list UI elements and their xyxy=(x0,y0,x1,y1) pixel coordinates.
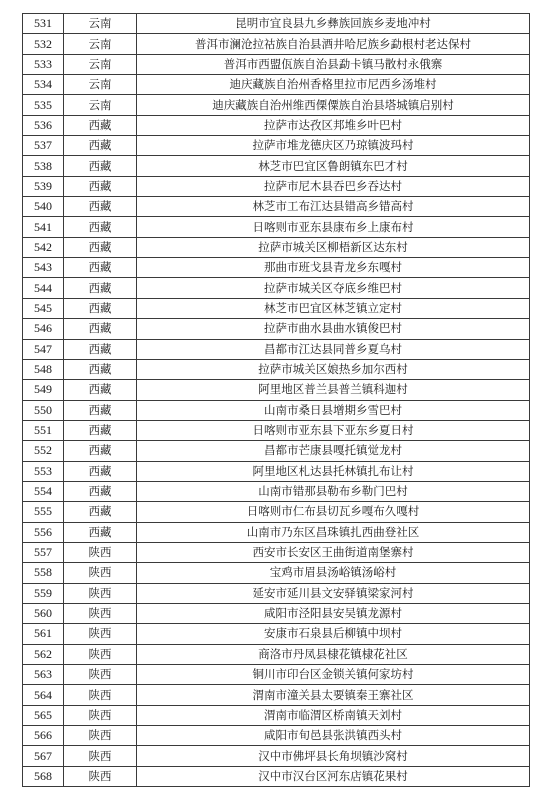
row-number-cell: 537 xyxy=(23,136,64,156)
province-cell: 陕西 xyxy=(64,563,137,583)
table-row xyxy=(23,217,530,237)
table-row xyxy=(23,298,530,318)
province-cell: 陕西 xyxy=(64,766,137,786)
row-number-cell: 533 xyxy=(23,54,64,74)
village-name-cell: 昌都市芒康县嘎托镇觉龙村 xyxy=(137,441,530,461)
province-cell: 陕西 xyxy=(64,603,137,623)
table-row xyxy=(23,95,530,115)
village-name-cell: 日喀则市亚东县下亚东乡夏日村 xyxy=(137,420,530,440)
row-number-cell: 546 xyxy=(23,319,64,339)
row-number-cell: 551 xyxy=(23,420,64,440)
province-cell: 陕西 xyxy=(64,726,137,746)
province-cell: 云南 xyxy=(64,34,137,54)
table-body xyxy=(23,14,530,787)
province-cell: 西藏 xyxy=(64,502,137,522)
village-name-cell: 日喀则市亚东县康布乡上康布村 xyxy=(137,217,530,237)
village-name-cell: 迪庆藏族自治州香格里拉市尼西乡汤堆村 xyxy=(137,75,530,95)
village-name-cell: 昌都市江达县同普乡夏乌村 xyxy=(137,339,530,359)
table-row xyxy=(23,14,530,34)
table-row xyxy=(23,359,530,379)
village-name-cell: 山南市乃东区昌珠镇扎西曲登社区 xyxy=(137,522,530,542)
province-cell: 西藏 xyxy=(64,156,137,176)
table-row xyxy=(23,441,530,461)
province-cell: 西藏 xyxy=(64,237,137,257)
row-number-cell: 562 xyxy=(23,644,64,664)
row-number-cell: 558 xyxy=(23,563,64,583)
row-number-cell: 553 xyxy=(23,461,64,481)
village-name-cell: 日喀则市仁布县切瓦乡嘎布久嘎村 xyxy=(137,502,530,522)
table-row xyxy=(23,746,530,766)
province-cell: 西藏 xyxy=(64,400,137,420)
table-row xyxy=(23,54,530,74)
village-name-cell: 拉萨市曲水县曲水镇俊巴村 xyxy=(137,319,530,339)
table-row xyxy=(23,339,530,359)
province-cell: 西藏 xyxy=(64,176,137,196)
province-cell: 陕西 xyxy=(64,685,137,705)
table-row xyxy=(23,685,530,705)
village-name-cell: 迪庆藏族自治州维西傈僳族自治县塔城镇启别村 xyxy=(137,95,530,115)
village-name-cell: 普洱市西盟佤族自治县勐卡镇马散村永俄寨 xyxy=(137,54,530,74)
province-cell: 西藏 xyxy=(64,481,137,501)
village-name-cell: 拉萨市城关区夺底乡维巴村 xyxy=(137,278,530,298)
row-number-cell: 538 xyxy=(23,156,64,176)
village-name-cell: 林芝市巴宜区林芝镇立定村 xyxy=(137,298,530,318)
table-row xyxy=(23,197,530,217)
province-cell: 西藏 xyxy=(64,217,137,237)
village-name-cell: 汉中市汉台区河东店镇花果村 xyxy=(137,766,530,786)
table-row xyxy=(23,542,530,562)
village-name-cell: 拉萨市城关区娘热乡加尔西村 xyxy=(137,359,530,379)
province-cell: 陕西 xyxy=(64,624,137,644)
table-row xyxy=(23,176,530,196)
village-name-cell: 咸阳市旬邑县张洪镇西头村 xyxy=(137,726,530,746)
table-row xyxy=(23,603,530,623)
row-number-cell: 544 xyxy=(23,278,64,298)
province-cell: 西藏 xyxy=(64,441,137,461)
province-cell: 陕西 xyxy=(64,644,137,664)
table-row xyxy=(23,481,530,501)
province-cell: 西藏 xyxy=(64,420,137,440)
province-cell: 云南 xyxy=(64,95,137,115)
province-cell: 西藏 xyxy=(64,278,137,298)
row-number-cell: 550 xyxy=(23,400,64,420)
village-name-cell: 普洱市澜沧拉祜族自治县酒井哈尼族乡勐根村老达保村 xyxy=(137,34,530,54)
row-number-cell: 567 xyxy=(23,746,64,766)
row-number-cell: 555 xyxy=(23,502,64,522)
village-name-cell: 渭南市临渭区桥南镇天刘村 xyxy=(137,705,530,725)
table-row xyxy=(23,156,530,176)
row-number-cell: 556 xyxy=(23,522,64,542)
row-number-cell: 549 xyxy=(23,380,64,400)
row-number-cell: 559 xyxy=(23,583,64,603)
province-cell: 陕西 xyxy=(64,665,137,685)
village-name-cell: 林芝市工布江达县错高乡错高村 xyxy=(137,197,530,217)
table-row xyxy=(23,75,530,95)
row-number-cell: 552 xyxy=(23,441,64,461)
province-cell: 西藏 xyxy=(64,136,137,156)
table-row xyxy=(23,380,530,400)
province-cell: 西藏 xyxy=(64,461,137,481)
province-cell: 陕西 xyxy=(64,542,137,562)
province-cell: 西藏 xyxy=(64,380,137,400)
row-number-cell: 540 xyxy=(23,197,64,217)
village-name-cell: 山南市桑日县增期乡雪巴村 xyxy=(137,400,530,420)
row-number-cell: 566 xyxy=(23,726,64,746)
province-cell: 云南 xyxy=(64,54,137,74)
province-cell: 陕西 xyxy=(64,705,137,725)
row-number-cell: 543 xyxy=(23,258,64,278)
village-name-cell: 汉中市佛坪县长角坝镇沙窝村 xyxy=(137,746,530,766)
province-cell: 西藏 xyxy=(64,319,137,339)
province-cell: 西藏 xyxy=(64,197,137,217)
table-row xyxy=(23,319,530,339)
table-row xyxy=(23,563,530,583)
row-number-cell: 536 xyxy=(23,115,64,135)
province-cell: 陕西 xyxy=(64,583,137,603)
row-number-cell: 545 xyxy=(23,298,64,318)
province-cell: 陕西 xyxy=(64,746,137,766)
row-number-cell: 563 xyxy=(23,665,64,685)
province-cell: 云南 xyxy=(64,75,137,95)
village-name-cell: 安康市石泉县后柳镇中坝村 xyxy=(137,624,530,644)
province-cell: 西藏 xyxy=(64,339,137,359)
table-row xyxy=(23,115,530,135)
table-row xyxy=(23,502,530,522)
province-cell: 西藏 xyxy=(64,258,137,278)
table-row xyxy=(23,258,530,278)
row-number-cell: 565 xyxy=(23,705,64,725)
province-cell: 云南 xyxy=(64,14,137,34)
village-name-cell: 商洛市丹凤县棣花镇棣花社区 xyxy=(137,644,530,664)
table-row xyxy=(23,34,530,54)
table-row xyxy=(23,237,530,257)
province-cell: 西藏 xyxy=(64,359,137,379)
row-number-cell: 560 xyxy=(23,603,64,623)
table-row xyxy=(23,766,530,786)
village-name-cell: 拉萨市尼木县吞巴乡吞达村 xyxy=(137,176,530,196)
table-row xyxy=(23,420,530,440)
village-name-cell: 林芝市巴宜区鲁朗镇东巴才村 xyxy=(137,156,530,176)
row-number-cell: 532 xyxy=(23,34,64,54)
row-number-cell: 547 xyxy=(23,339,64,359)
row-number-cell: 548 xyxy=(23,359,64,379)
village-name-cell: 拉萨市城关区柳梧新区达东村 xyxy=(137,237,530,257)
village-name-cell: 山南市错那县勒布乡勒门巴村 xyxy=(137,481,530,501)
row-number-cell: 554 xyxy=(23,481,64,501)
province-cell: 西藏 xyxy=(64,115,137,135)
village-name-cell: 拉萨市达孜区邦堆乡叶巴村 xyxy=(137,115,530,135)
village-name-cell: 阿里地区札达县托林镇扎布让村 xyxy=(137,461,530,481)
village-name-cell: 渭南市潼关县太要镇秦王寨社区 xyxy=(137,685,530,705)
row-number-cell: 541 xyxy=(23,217,64,237)
village-name-cell: 拉萨市堆龙德庆区乃琼镇波玛村 xyxy=(137,136,530,156)
village-name-cell: 阿里地区普兰县普兰镇科迦村 xyxy=(137,380,530,400)
row-number-cell: 539 xyxy=(23,176,64,196)
table-row xyxy=(23,278,530,298)
village-name-cell: 延安市延川县文安驿镇梁家河村 xyxy=(137,583,530,603)
table-row xyxy=(23,665,530,685)
table-row xyxy=(23,624,530,644)
table-row xyxy=(23,136,530,156)
village-name-cell: 那曲市班戈县青龙乡东嘎村 xyxy=(137,258,530,278)
row-number-cell: 564 xyxy=(23,685,64,705)
province-cell: 西藏 xyxy=(64,298,137,318)
village-list-table xyxy=(22,13,530,787)
table-row xyxy=(23,726,530,746)
row-number-cell: 535 xyxy=(23,95,64,115)
row-number-cell: 568 xyxy=(23,766,64,786)
table-row xyxy=(23,644,530,664)
village-name-cell: 西安市长安区王曲街道南堡寨村 xyxy=(137,542,530,562)
row-number-cell: 561 xyxy=(23,624,64,644)
row-number-cell: 534 xyxy=(23,75,64,95)
table-row xyxy=(23,583,530,603)
village-name-cell: 昆明市宜良县九乡彝族回族乡麦地冲村 xyxy=(137,14,530,34)
table-row xyxy=(23,522,530,542)
table-row xyxy=(23,400,530,420)
row-number-cell: 531 xyxy=(23,14,64,34)
table-row xyxy=(23,461,530,481)
row-number-cell: 557 xyxy=(23,542,64,562)
row-number-cell: 542 xyxy=(23,237,64,257)
province-cell: 西藏 xyxy=(64,522,137,542)
village-name-cell: 铜川市印台区金锁关镇何家坊村 xyxy=(137,665,530,685)
table-row xyxy=(23,705,530,725)
village-name-cell: 宝鸡市眉县汤峪镇汤峪村 xyxy=(137,563,530,583)
village-name-cell: 咸阳市泾阳县安吴镇龙源村 xyxy=(137,603,530,623)
